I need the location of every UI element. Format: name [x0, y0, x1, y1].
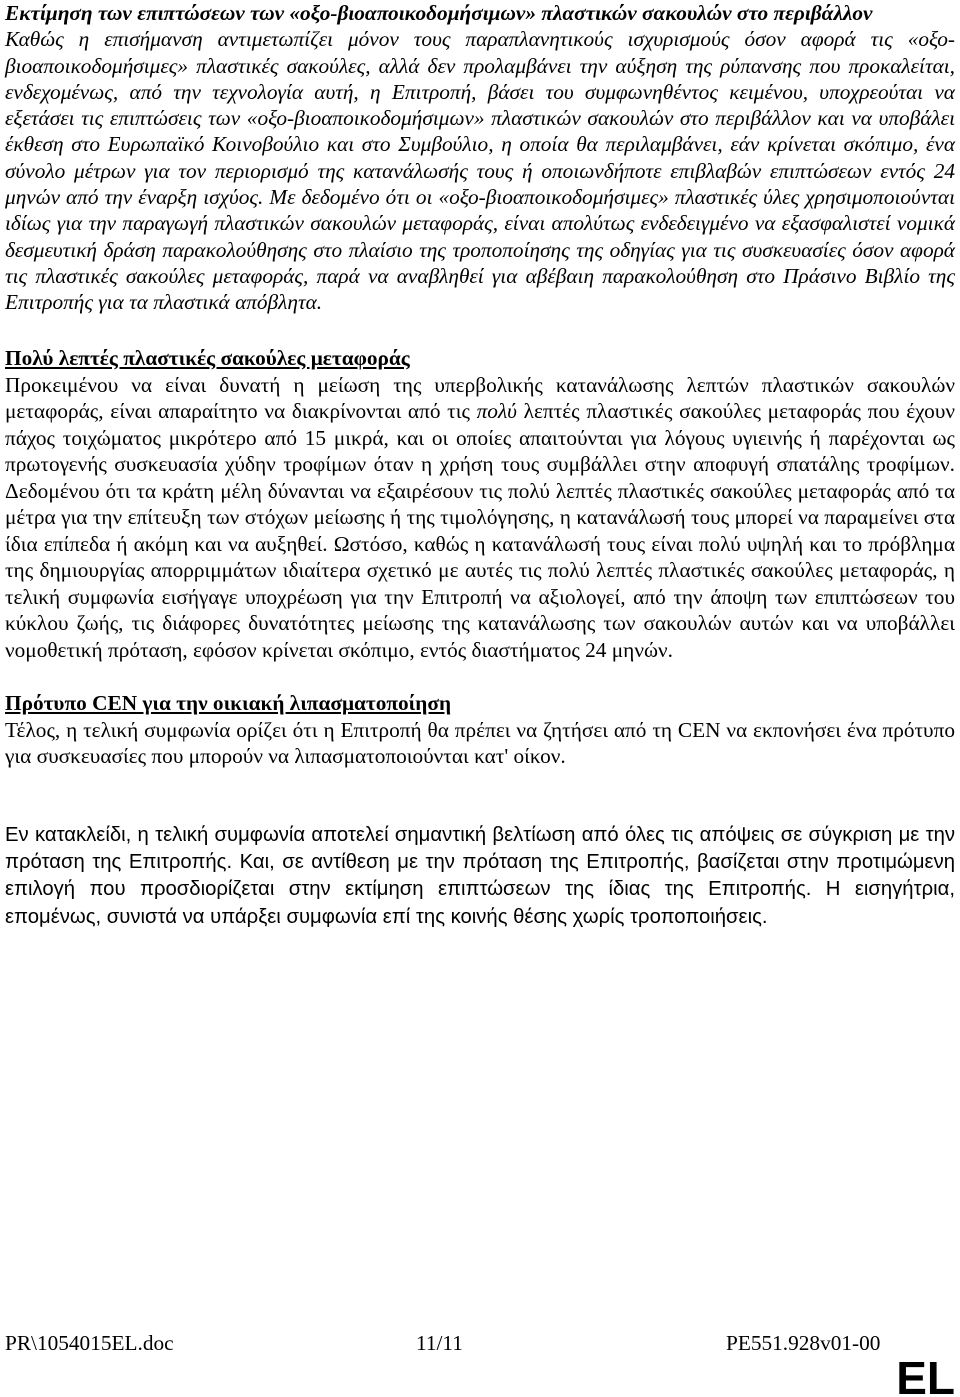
- impact-assessment-heading: Εκτίμηση των επιπτώσεων των «οξο-βιοαποικοδομήσιμων» πλαστικών σακουλών στο περιβάλλον: [5, 1, 873, 25]
- thin-bags-italic-word: πολύ: [476, 399, 517, 424]
- footer-pe-reference: PE551.928v01-00: [726, 1331, 881, 1355]
- impact-assessment-section: [5, 0, 955, 316]
- cen-standard-paragraph: Τέλος, η τελική συμφωνία ορίζει ότι η Επιτροπή θα πρέπει να ζητήσει από τη CEN να εκπονήσει ένα πρότυπο για συσκευασίες που μπορούν να λιπασματοποιούνται κατ' οίκον.: [5, 717, 955, 769]
- footer-language-code: EL: [896, 1352, 955, 1397]
- thin-bags-section: [5, 345, 955, 663]
- footer-document-reference: PR\1054015EL.doc: [5, 1331, 174, 1355]
- thin-bags-paragraph: [5, 372, 955, 664]
- conclusion-paragraph: Εν κατακλείδι, η τελική συμφωνία αποτελεί σημαντική βελτίωση από όλες τις απόψεις σε σύγκριση με την πρόταση της Επιτροπής. Και, σε αντίθεση με την πρόταση της Επιτροπής, βασίζεται στην προτιμώμενη επιλογή που προσδιορίζεται στην εκτίμηση επιπτώσεων της ίδιας της Επιτροπής. Η εισηγήτρια, επομένως, συνιστά να υπάρξει συμφωνία επί της κοινής θέσης χωρίς τροποποιήσεις.: [5, 824, 955, 928]
- thin-bags-text-part-2: λεπτές πλαστικές σακούλες μεταφοράς που έχουν πάχος τοιχώματος μικρότερο από 15 μικρά, και οι οποίες απαιτούνται για λόγους υγιεινής ή παρέχονται ως πρωτογενής συσκευασία χύδην τροφίμων όταν η χρήση τους συμβάλλει στην αποφυγή σπατάλης τροφίμων. Δεδομένου ότι τα κράτη μέλη δύνανται να εξαιρέσουν τις πολύ λεπτές πλαστικές σακούλες μεταφοράς από τα μέτρα για την επίτευξη των στόχων μείωσης ή της τιμολόγησης, η κατανάλωσή τους μπορεί να παραμείνει στα ίδια επίπεδα ή ακόμη και να αυξηθεί. Ωστόσο, καθώς η κατανάλωσή τους είναι πολύ υψηλή και το πρόβλημα της δημιουργίας απορριμμάτων ιδιαίτερα σχετικό με αυτές τις πολύ λεπτές πλαστικές σακούλες μεταφοράς, η τελική συμφωνία εισήγαγε υποχρέωση για την Επιτροπή να αξιολογεί, από την άποψη των επιπτώσεων του κύκλου ζωής, τις διάφορες δυνατότητες μείωσης της κατανάλωσης των σακουλών αυτών και να υποβάλλει νομοθετική πρόταση, εφόσον κρίνεται σκόπιμο, εντός διαστήματος 24 μηνών.: [5, 399, 955, 662]
- document-body: [5, 0, 955, 931]
- thin-bags-text-part-1: Προκειμένου να είναι δυνατή η μείωση της υπερβολικής κατανάλωσης λεπτών πλαστικών σακουλών μεταφοράς, είναι απαραίτητο να διακρίνονται από τις: [5, 372, 955, 424]
- thin-bags-heading: Πολύ λεπτές πλαστικές σακούλες μεταφοράς: [5, 346, 410, 371]
- impact-assessment-paragraph: Καθώς η επισήμανση αντιμετωπίζει μόνον τους παραπλανητικούς ισχυρισμούς όσον αφορά τις «οξο-βιοαποικοδομήσιμες» πλαστικές σακούλες, αλλά δεν προλαμβάνει την αύξηση της ρύπανσης που προκαλείται, ενδεχομένως, από την τεχνολογία αυτή, η Επιτροπή, βάσει του συμφωνηθέντος κειμένου, υποχρεούται να εξετάσει τις επιπτώσεις των «οξο-βιοαποικοδομήσιμων» πλαστικών σακουλών στο περιβάλλον και να υποβάλει έκθεση στο Ευρωπαϊκό Κοινοβούλιο και στο Συμβούλιο, η οποία θα περιλαμβάνει, εάν κρίνεται σκόπιμο, ένα σύνολο μέτρων για τον περιορισμό της κατανάλωσής τους ή οποιωνδήποτε επιβλαβών επιπτώσεων εντός 24 μηνών από την έναρξη ισχύος. Με δεδομένο ότι οι «οξο-βιοαποικοδομήσιμες» πλαστικές ύλες χρησιμοποιούνται ιδίως για την παραγωγή πλαστικών σακουλών μεταφοράς, είναι απολύτως ενδεδειγμένο να εξασφαλιστεί νομικά δεσμευτική δράση παρακολούθησης στο πλαίσιο της τροποποίησης της οδηγίας για τις συσκευασίες όσον αφορά τις πλαστικές σακούλες μεταφοράς, παρά να αναβληθεί για αβέβαιη παρακολούθηση στο Πράσινο Βιβλίο της Επιτροπής για τα πλαστικά απόβλητα.: [5, 27, 955, 315]
- footer-page-number: 11/11: [416, 1331, 463, 1355]
- conclusion-section: [5, 822, 955, 931]
- cen-standard-heading: Πρότυπο CEN για την οικιακή λιπασματοποίηση: [5, 691, 452, 716]
- cen-standard-section: [5, 690, 955, 770]
